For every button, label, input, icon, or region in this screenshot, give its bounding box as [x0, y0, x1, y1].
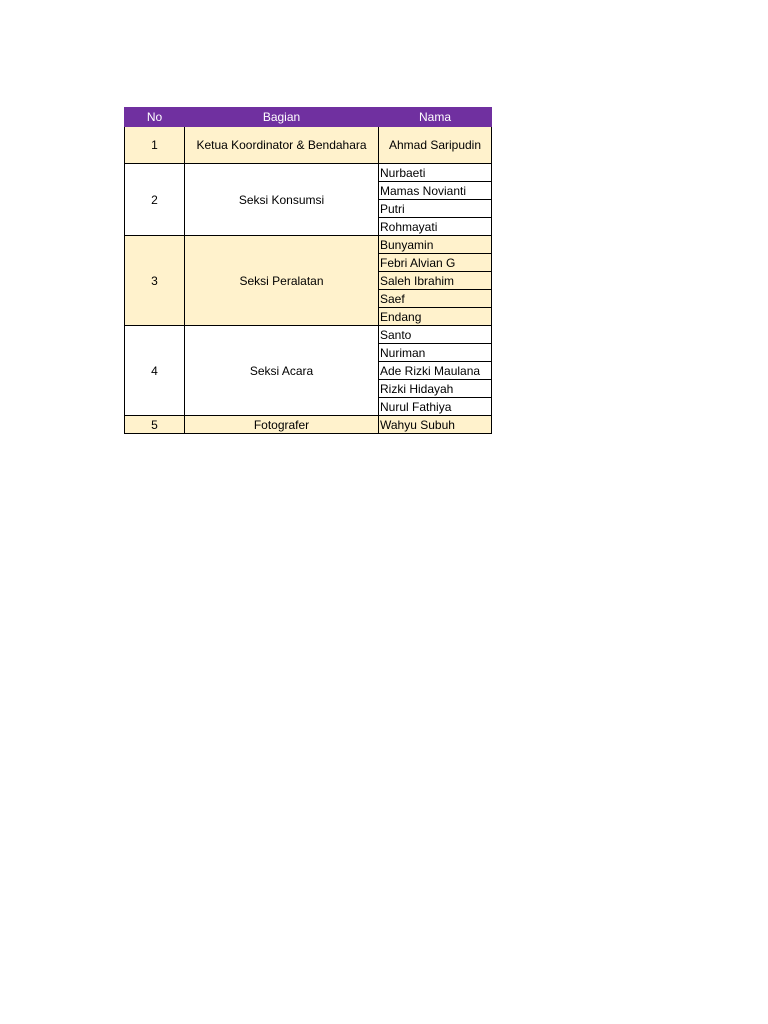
table-row [125, 416, 492, 434]
member-name: Nurbaeti [379, 164, 492, 182]
group-section: Seksi Konsumsi [185, 164, 379, 236]
member-name: Santo [379, 326, 492, 344]
group-number: 2 [125, 164, 185, 236]
group-number: 1 [125, 127, 185, 164]
group-number: 4 [125, 326, 185, 416]
group-section: Seksi Peralatan [185, 236, 379, 326]
committee-table [124, 107, 492, 434]
member-name: Saleh Ibrahim [379, 272, 492, 290]
member-name: Ade Rizki Maulana [379, 362, 492, 380]
header-nama: Nama [379, 108, 492, 127]
member-name: Putri [379, 200, 492, 218]
member-name: Mamas Novianti [379, 182, 492, 200]
header-no: No [125, 108, 185, 127]
member-name: Ahmad Saripudin [379, 127, 492, 164]
member-name: Wahyu Subuh [379, 416, 492, 434]
group-number: 5 [125, 416, 185, 434]
header-bagian: Bagian [185, 108, 379, 127]
member-name: Endang [379, 308, 492, 326]
header-row [125, 108, 492, 127]
member-name: Nuriman [379, 344, 492, 362]
group-number: 3 [125, 236, 185, 326]
table-row [125, 127, 492, 164]
member-name: Saef [379, 290, 492, 308]
table-row [125, 326, 492, 344]
group-section: Ketua Koordinator & Bendahara [185, 127, 379, 164]
member-name: Bunyamin [379, 236, 492, 254]
table-row [125, 236, 492, 254]
member-name: Nurul Fathiya [379, 398, 492, 416]
group-section: Seksi Acara [185, 326, 379, 416]
table-row [125, 164, 492, 182]
group-section: Fotografer [185, 416, 379, 434]
member-name: Rizki Hidayah [379, 380, 492, 398]
member-name: Rohmayati [379, 218, 492, 236]
member-name: Febri Alvian G [379, 254, 492, 272]
